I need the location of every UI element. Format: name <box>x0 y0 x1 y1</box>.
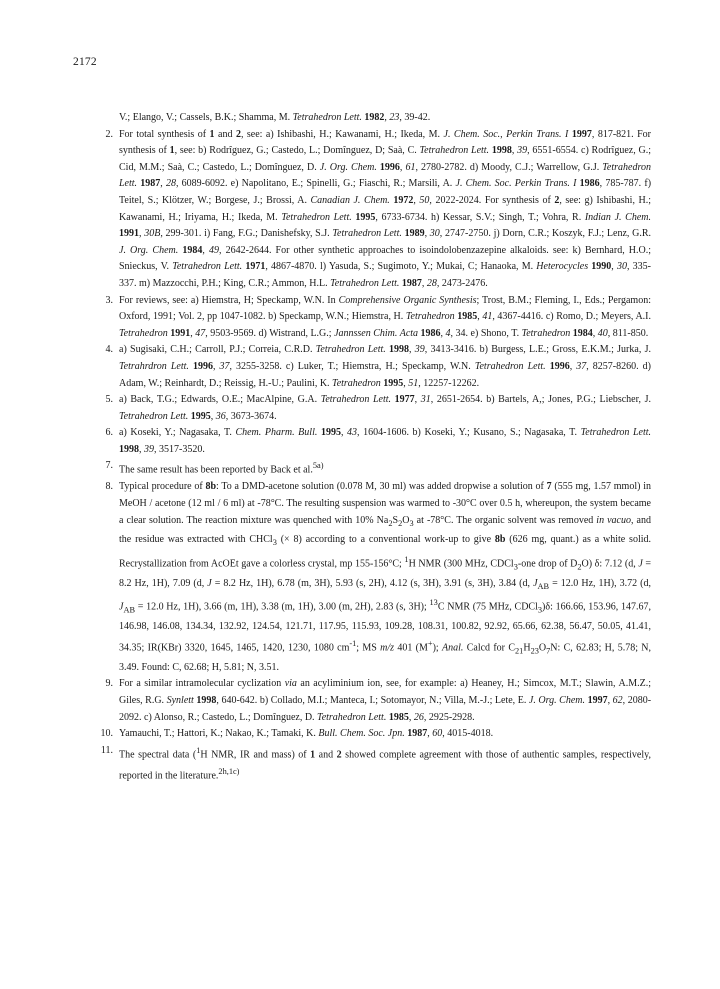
reference-text: The spectral data ($^1$H NMR, IR and mass) of 1 and 2 showed complete agreement with those of authentic samples, respectively, reported in the literature.$^{2h,1c)}$ <box>119 745 651 781</box>
reference-number: 5. <box>105 394 113 406</box>
reference-item <box>105 676 652 726</box>
reference-number: 7. <box>105 460 113 472</box>
reference-item <box>105 458 651 479</box>
reference-text: a) Back, T.G.; Edwards, O.E.; MacAlpine, G.A. Tetrahedron Lett. 1977, 31, 2651-2654. b) Bartels, A,; Jones, P.G.; Liebscher, J. Tetrahedron Lett. 1995, 36, 3673-3674. <box>119 394 652 422</box>
reference-number: 2. <box>105 128 113 140</box>
page-number: 2172 <box>73 56 97 68</box>
reference-text: For total synthesis of 1 and 2, see: a) Ishibashi, H.; Kawanami, H.; Ikeda, M. J. Chem. Soc., Perkin Trans. I 1997, 817-821. For synthesis of 1, see: b) Rodrîguez, G.; Castedo, L.; Domînguez, D; Saà, C. Tetrahedron Lett. 1998, 39, 6551-6554. c) Rodrîguez, G.; Cid, M.M.; Saà, C.; Castedo, L.; Domînguez, D. J. Org. Chem. 1996, 61, 2780-2782. d) Moody, C.J.; Warrellow, G.J. Tetrahedron Lett. 1987, 28, 6089-6092. e) Napolitano, E.; Spinelli, G.; Fiaschi, R.; Marsili, A. J. Chem. Soc. Perkin Trans. I 1986, 785-787. f) Teitel, S.; Klötzer, W.; Borgese, J.; Brossi, A. Canadian J. Chem. 1972, 50, 2022-2024. For synthesis of 2, see: g) Ishibashi, H.; Kawanami, H.; Iriyama, H.; Ikeda, M. Tetrahedron Lett. 1995, 6733-6734. h) Kessar, S.V.; Singh, T.; Vohra, R. Indian J. Chem. 1991, 30B, 299-301. i) Fang, F.G.; Danishefsky, S.J. Tetrahedron Lett. 1989, 30, 2747-2750. j) Dorn, C.R.; Koszyk, F.J.; Lenz, G.R. J. Org. Chem. 1984, 49, 2642-2644. For other synthetic approaches to isoindolobenzazepine alkaloids. see: k) Bernhard, H.O.; Snieckus, V. Tetrahedron Lett. 1971, 4867-4870. l) Yasuda, S.; Sugimoto, Y.; Mukai, C; Hanaoka, M. Heterocycles 1990, 30, 335-337. m) Mazzocchi, P.H.; King, C.R.; Ammon, H.L. Tetrahedron Lett. 1987, 28, 2473-2476. <box>119 128 652 289</box>
reference-text: a) Sugisaki, C.H.; Carroll, P.J.; Correia, C.R.D. Tetrahedron Lett. 1998, 39, 3413-3416. b) Burgess, L.E.; Gross, E.K.M.; Jurka, J. Tetrahrdron Lett. 1996, 37, 3255-3258. c) Luker, T.; Hiemstra, H.; Speckamp, W.N. Tetrahedron Lett. 1996, 37, 8257-8260. d) Adam, W.; Reinhardt, D.; Reissig, H.-U.; Paulini, K. Tetrahedron 1995, 51, 12257-12262. <box>119 344 652 389</box>
reference-item <box>105 127 652 293</box>
reference-item <box>100 726 651 743</box>
reference-text: The same result has been reported by Back et al.$^{5a)}$ <box>119 461 324 476</box>
reference-number: 6. <box>105 427 113 439</box>
reference-text: a) Koseki, Y.; Nagasaka, T. Chem. Pharm. Bull. 1995, 43, 1604-1606. b) Koseki, Y.; Kusano, S.; Nagasaka, T. Tetrahedron Lett. 1998, 39, 3517-3520. <box>119 427 651 455</box>
reference-item <box>105 342 652 392</box>
reference-text: Typical procedure of 8b: To a DMD-acetone solution (0.078 M, 30 ml) was added dropwise a solution of 7 (555 mg, 1.57 mmol) in MeOH / acetone (12 ml / 6 ml) at -78°C. The resulting suspension was warmed to -30°C over 0.5 h, whereupon, the system became a clear solution. The reaction mixture was quenched with 10% $Na_2S_2O_3$ at -78°C. The organic solvent was removed in vacuo, and the residue was extracted with CHCl$_3$ (× 8) according to a conventional work-up to give 8b (626 mg, quant.) as a white solid. Recrystallization from AcOEt gave a colorless crystal, mp 155-156°C; $^1$H NMR (300 MHz, CDCl$_3$-one drop of $D_2O$) δ: 7.12 (d, J = 8.2 Hz, 1H), 7.09 (d, J = 8.2 Hz, 1H), 6.78 (m, 3H), 5.93 (s, 2H), 4.12 (s, 3H), 3.91 (s, 3H), 3.84 (d, $J_{AB} = 12.0$ Hz, 1H), 3.72 (d, $J_{AB} = 12.0$ Hz, 1H), 3.66 (m, 1H), 3.38 (m, 1H), 3.00 (m, 2H), 2.83 (s, 3H); $^{13}$C NMR (75 MHz, CDCl$_3$)δ: 166.66, 153.96, 147.67, 146.98, 146.08, 134.34, 132.92, 124.54, 121.71, 117.95, 115.93, 109.28, 108.31, 100.82, 92.92, 65.66, 62.38, 56.47, 50.05, 41.41, 34.35; IR(KBr) 3320, 1645, 1465, 1420, 1230, 1080 $cm^{-1}$; MS m/z 401 (M+); Anal. Calcd for $C_{21}H_{23}O_7N$: C, 62.83; H, 5.78; N, 3.49. Found: C, 62.68; H, 5.81; N, 3.51. <box>119 481 652 673</box>
reference-continuation: V.; Elango, V.; Cassels, B.K.; Shamma, M. Tetrahedron Lett. 1982, 23, 39-42. <box>119 112 431 123</box>
reference-text: For reviews, see: a) Hiemstra, H; Speckamp, W.N. In Comprehensive Organic Synthesis; Trost, B.M.; Fleming, I., Eds.; Pergamon: Oxford, 1991; Vol. 2, pp 1047-1082. b) Speckamp, W.N.; Hiemstra, H. Tetrahedron 1985, 41, 4367-4416. c) Romo, D.; Meyers, A.I. Tetrahedron 1991, 47, 9503-9569. d) Wistrand, L.G.; Jannssen Chim. Acta 1986, 4, 34. e) Shono, T. Tetrahedron 1984, 40, 811-850. <box>119 294 651 339</box>
reference-text: For a similar intramolecular cyclization via an acyliminium ion, see, for example: a) Heaney, H.; Simcox, M.T.; Slawin, A.M.Z.; Giles, R.G. Synlett 1998, 640-642. b) Collado, M.I.; Manteca, I.; Sotomayor, N.; Villa, M.-J.; Lete, E. J. Org. Chem. 1997, 62, 2080-2092. c) Alonso, R.; Castedo, L.; Domînguez, D. Tetrahedron Lett. 1985, 26, 2925-2928. <box>119 678 652 723</box>
reference-item <box>100 743 651 785</box>
reference-number: 8. <box>105 481 113 493</box>
reference-item <box>105 293 651 343</box>
reference-number: 10. <box>100 728 113 740</box>
reference-number: 11. <box>100 744 113 756</box>
reference-number: 4. <box>105 344 113 356</box>
reference-item <box>105 425 651 458</box>
reference-item <box>105 479 652 676</box>
reference-text: Yamauchi, T.; Hattori, K.; Nakao, K.; Tamaki, K. Bull. Chem. Soc. Jpn. 1987, 60, 4015-4018. <box>119 728 494 740</box>
reference-number: 9. <box>105 678 113 690</box>
reference-item <box>105 392 652 425</box>
reference-items <box>100 127 652 785</box>
reference-number: 3. <box>105 294 113 306</box>
reference-list <box>100 110 652 785</box>
